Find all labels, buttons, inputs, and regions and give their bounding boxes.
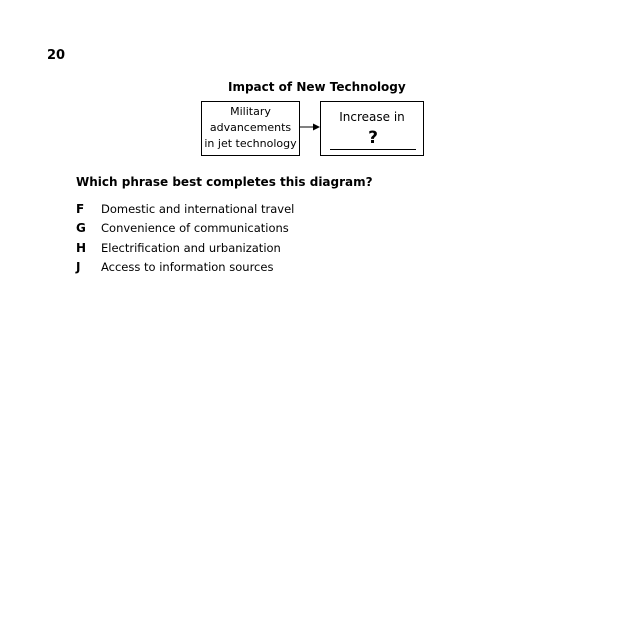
answer-option-f[interactable]	[76, 199, 294, 219]
diagram-title: Impact of New Technology	[228, 80, 406, 94]
effect-box	[320, 101, 424, 156]
effect-box-label: Increase in	[339, 110, 405, 124]
question-stem: Which phrase best completes this diagram?	[76, 175, 373, 189]
answer-options	[76, 199, 294, 277]
answer-option-j[interactable]	[76, 258, 294, 278]
option-text: Electrification and urbanization	[101, 240, 281, 255]
option-letter: J	[76, 260, 81, 275]
effect-box-blank: ?	[330, 126, 416, 150]
cause-box-line: in jet technology	[204, 137, 297, 150]
answer-option-g[interactable]	[76, 219, 294, 239]
answer-option-h[interactable]	[76, 238, 294, 258]
option-text: Access to information sources	[101, 260, 274, 275]
cause-box-line: advancements	[209, 121, 292, 134]
option-letter: H	[76, 240, 87, 255]
cause-box	[201, 101, 300, 156]
cause-box-line: Military	[230, 105, 271, 118]
question-number: 20	[47, 48, 66, 63]
option-text: Convenience of communications	[101, 221, 289, 236]
option-letter: G	[76, 221, 86, 236]
option-text: Domestic and international travel	[101, 201, 295, 216]
right-arrow-icon	[300, 122, 320, 132]
option-letter: F	[76, 201, 85, 216]
